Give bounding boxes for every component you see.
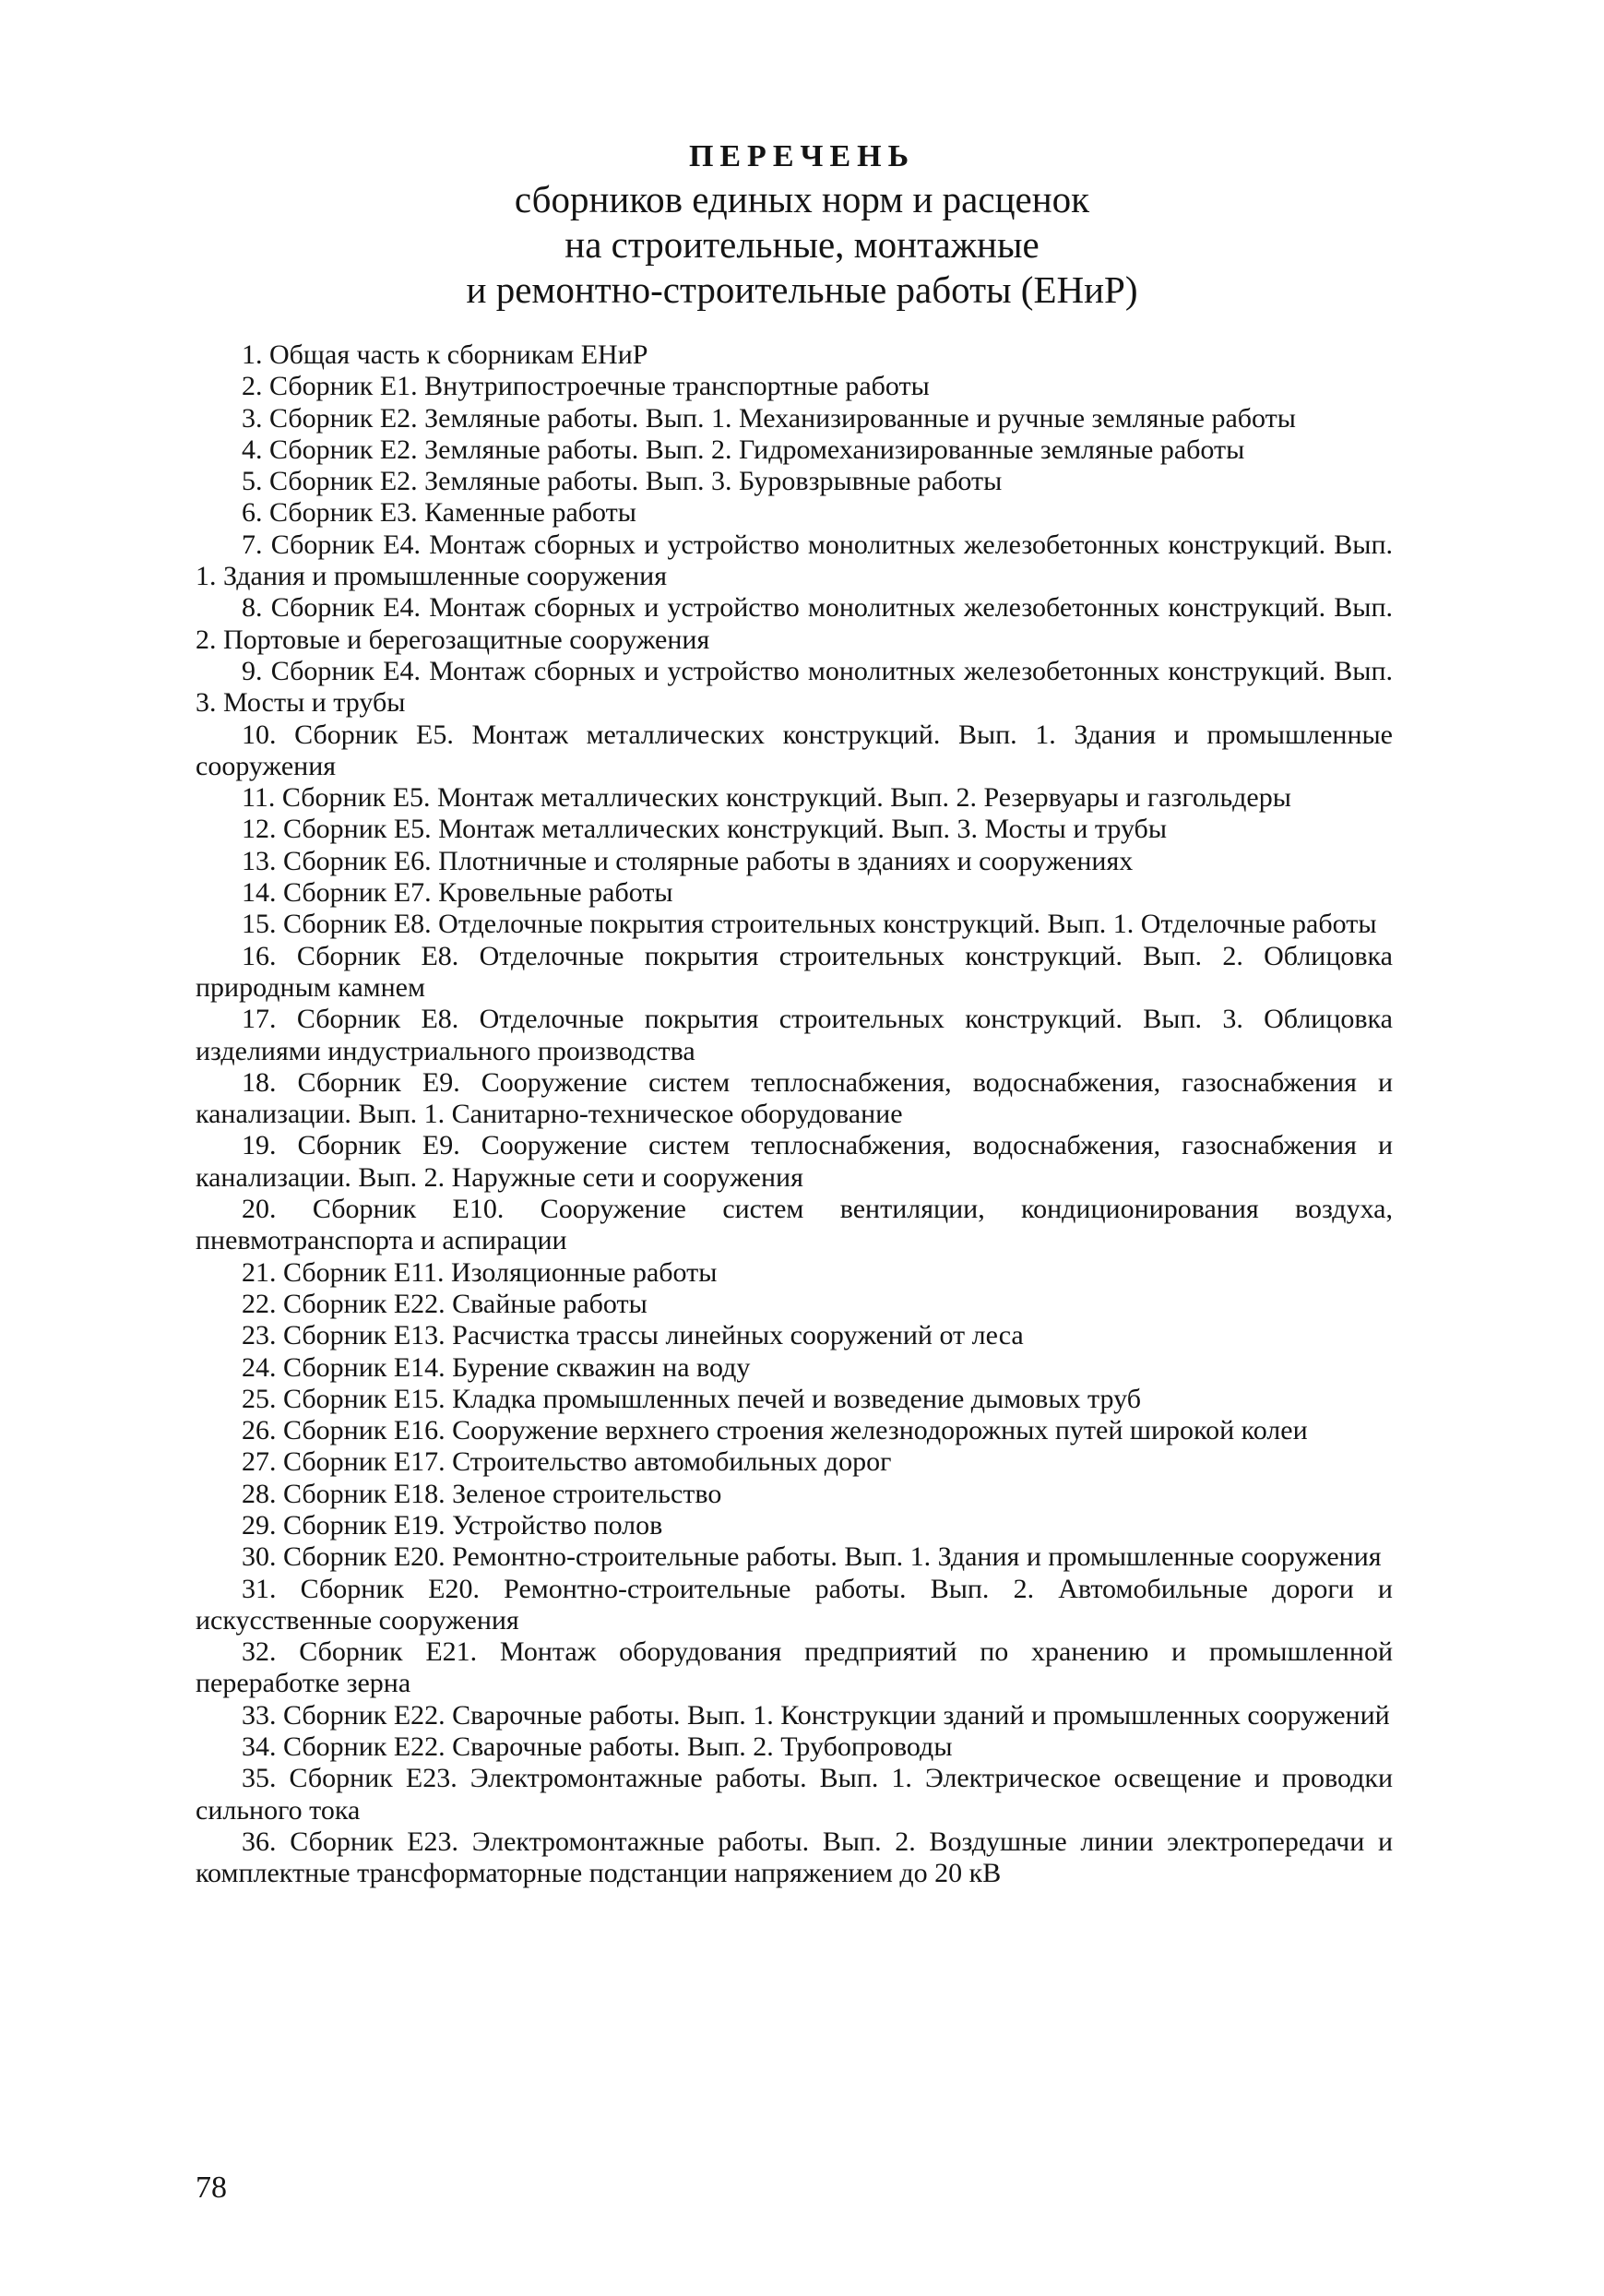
list-item-text: Сборник Е1. Внутрипостроечные транспортные работы [269,371,930,402]
list-item-number: 11. [242,782,276,814]
list-item-number: 16. [242,940,277,971]
list-item [196,1384,1393,1415]
document-header [0,138,1604,313]
list-item [196,1194,1393,1257]
list-item-text: Сборник Е2. Земляные работы. Вып. 1. Механизированные и ручные земляные работы [269,402,1296,434]
list-item-text: Сборник Е20. Ремонтно-строительные работы. Вып. 1. Здания и промышленные сооружения [283,1541,1382,1573]
list-item [196,814,1393,845]
list-item-text: Сборник Е9. Сооружение систем теплоснабжения, водоснабжения, газоснабжения и канализации. Вып. 2. Наружные сети и сооружения [196,1130,1394,1193]
list-item-number: 19. [242,1130,277,1161]
list-item [196,466,1393,497]
list-item-text: Сборник Е4. Монтаж сборных и устройство монолитных железобетонных конструкций. Вып. 3. Мосты и трубы [196,655,1394,719]
list-item-number: 7. [242,529,263,560]
list-item-text: Сборник Е21. Монтаж оборудования предприятий по хранению и промышленной переработке зерна [196,1636,1393,1699]
list-item-text: Сборник Е6. Плотничные и столярные работы в зданиях и сооружениях [283,845,1134,876]
list-item [196,1257,1393,1289]
list-item-number: 26. [242,1415,277,1446]
list-item-number: 3. [242,402,263,434]
list-item-text: Сборник Е10. Сооружение систем вентиляции, кондиционирования воздуха, пневмотранспорта и аспирации [196,1194,1393,1256]
list-item-number: 5. [242,466,263,497]
list-item-number: 32. [242,1636,277,1668]
list-item [196,877,1393,909]
list-item [196,782,1393,814]
list-item-text: Сборник Е4. Монтаж сборных и устройство монолитных железобетонных конструкций. Вып. 1. Здания и промышленные сооружения [196,529,1394,592]
list-item [196,1574,1393,1637]
list-item-number: 21. [242,1256,277,1288]
list-item-number: 18. [242,1066,277,1098]
list-item-text: Сборник Е17. Строительство автомобильных дорог [283,1446,892,1478]
list-item-number: 34. [242,1731,277,1763]
list-item [196,720,1393,783]
list-item [196,434,1393,466]
list-item-number: 24. [242,1351,277,1383]
list-item-number: 23. [242,1320,277,1351]
list-item-text: Сборник Е11. Изоляционные работы [283,1256,718,1288]
list-item-text: Сборник Е23. Электромонтажные работы. Вып. 2. Воздушные линии электропередачи и комплектные трансформаторные подстанции напряжением до 20 кВ [196,1826,1394,1889]
list-item-number: 28. [242,1478,277,1509]
list-item-text: Сборник Е5. Монтаж металлических конструкций. Вып. 2. Резервуары и газгольдеры [281,782,1291,814]
list-item-text: Общая часть к сборникам ЕНиР [269,339,648,370]
list-item-number: 2. [242,371,263,402]
list-item-text: Сборник Е22. Сварочные работы. Вып. 2. Трубопроводы [283,1731,953,1763]
list-item-number: 6. [242,497,263,529]
document-subtitle-line-2: на строительные, монтажные [564,223,1040,266]
list-item-number: 20. [242,1194,277,1225]
list-item [196,339,1393,371]
list-item-number: 27. [242,1446,277,1478]
list-item-text: Сборник Е14. Бурение скважин на воду [283,1351,751,1383]
page-number: 78 [196,2171,227,2205]
list-item-text: Сборник Е8. Отделочные покрытия строительных конструкций. Вып. 1. Отделочные работы [283,909,1377,940]
list-item-number: 15. [242,909,277,940]
list-item-text: Сборник Е23. Электромонтажные работы. Вып. 1. Электрическое освещение и проводки сильного тока [196,1763,1393,1826]
document-subtitle-line-1: сборников единых норм и расценок [514,178,1090,220]
list-item [196,371,1393,402]
list-item [196,1541,1393,1573]
list-item-number: 4. [242,434,263,465]
list-item [196,1446,1393,1478]
list-item [196,1067,1393,1131]
list-item [196,1130,1393,1194]
list-item-number: 25. [242,1383,277,1414]
list-item [196,1700,1393,1731]
list-item [196,1352,1393,1384]
list-item [196,1289,1393,1320]
list-item [196,656,1393,720]
list-item [196,497,1393,529]
list-item [196,1415,1393,1446]
list-item [196,592,1393,656]
list-item-number: 29. [242,1509,277,1541]
list-item [196,1510,1393,1541]
list-item [196,846,1393,877]
list-item-number: 22. [242,1288,277,1319]
list-item-text: Сборник Е3. Каменные работы [269,497,636,529]
list-item-text: Сборник Е8. Отделочные покрытия строительных конструкций. Вып. 3. Облицовка изделиями индустриального производства [196,1004,1393,1066]
list-item-text: Сборник Е15. Кладка промышленных печей и возведение дымовых труб [283,1383,1141,1414]
list-item-number: 31. [242,1573,277,1604]
list-item-number: 10. [242,719,277,750]
list-item-number: 35. [242,1763,277,1794]
document-subtitle-line-3: и ремонтно-строительные работы (ЕНиР) [466,268,1138,311]
list-item-text: Сборник Е4. Монтаж сборных и устройство монолитных железобетонных конструкций. Вып. 2. Портовые и берегозащитные сооружения [196,592,1394,655]
list-item [196,1826,1393,1890]
list-item-number: 9. [242,655,263,686]
list-item [196,1763,1393,1826]
list-item-text: Сборник Е7. Кровельные работы [283,877,673,909]
list-item-number: 30. [242,1541,277,1573]
list-item [196,941,1393,1005]
list-item-number: 12. [242,814,277,845]
list-item [196,1479,1393,1510]
list-item [196,1731,1393,1763]
list-item-number: 13. [242,845,277,876]
list-item [196,529,1393,593]
list-item [196,909,1393,940]
list-item [196,1320,1393,1351]
list-item-text: Сборник Е5. Монтаж металлических конструкций. Вып. 3. Мосты и трубы [283,814,1167,845]
list-item-number: 36. [242,1826,277,1857]
list-item-text: Сборник Е18. Зеленое строительство [283,1478,722,1509]
list-item [196,1004,1393,1067]
list-item-text: Сборник Е2. Земляные работы. Вып. 2. Гидромеханизированные земляные работы [269,434,1245,465]
list-item-text: Сборник Е22. Сварочные работы. Вып. 1. Конструкции зданий и промышленных сооружений [283,1699,1390,1731]
list-item-text: Сборник Е22. Свайные работы [283,1288,648,1319]
collection-list [196,339,1393,1890]
list-item [196,1636,1393,1700]
document-title: ПЕРЕЧЕНЬ [688,139,916,173]
list-item-text: Сборник Е20. Ремонтно-строительные работы. Вып. 2. Автомобильные дороги и искусственные сооружения [196,1573,1393,1636]
list-item-text: Сборник Е9. Сооружение систем теплоснабжения, водоснабжения, газоснабжения и канализации. Вып. 1. Санитарно-техническое оборудование [196,1066,1394,1130]
list-item-text: Сборник Е19. Устройство полов [283,1509,663,1541]
list-item-number: 8. [242,592,263,624]
list-item-number: 17. [242,1004,277,1035]
list-item-number: 33. [242,1699,277,1731]
list-item-number: 14. [242,877,277,909]
list-item [196,403,1393,434]
list-item-text: Сборник Е8. Отделочные покрытия строительных конструкций. Вып. 2. Облицовка природным камнем [196,940,1393,1003]
list-item-text: Сборник Е13. Расчистка трассы линейных сооружений от леса [283,1320,1024,1351]
list-item-text: Сборник Е5. Монтаж металлических конструкций. Вып. 1. Здания и промышленные сооружения [196,719,1394,781]
list-item-text: Сборник Е2. Земляные работы. Вып. 3. Буровзрывные работы [269,466,1003,497]
list-item-text: Сборник Е16. Сооружение верхнего строения железнодорожных путей широкой колеи [283,1415,1308,1446]
list-item-number: 1. [242,339,263,370]
